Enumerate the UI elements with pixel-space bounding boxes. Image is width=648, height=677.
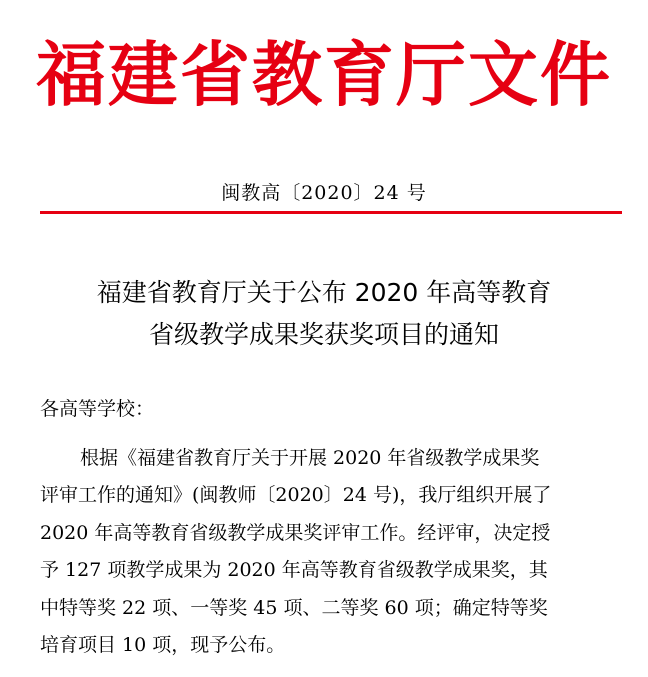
- body-line: 根据《福建省教育厅关于开展 2020 年省级教学成果奖: [80, 447, 540, 469]
- body-paragraph: [40, 440, 600, 664]
- body-line: 中特等奖 22 项、一等奖 45 项、二等奖 60 项；确定特等奖: [40, 596, 548, 619]
- document-header-title: 福建省教育厅文件: [36, 34, 612, 116]
- body-line: 评审工作的通知》(闽教师〔2020〕24 号)，我厅组织开展了: [40, 484, 552, 507]
- red-divider-line: [40, 211, 622, 214]
- notice-title-line-1: 福建省教育厅关于公布 2020 年高等教育: [96, 278, 552, 307]
- body-line: 培育项目 10 项，现予公布。: [40, 634, 286, 657]
- salutation: 各高等学校：: [40, 398, 155, 420]
- document-number: 闽教高〔2020〕24 号: [221, 182, 427, 204]
- notice-title: [0, 272, 648, 356]
- body-line: 2020 年高等教育省级教学成果奖评审工作。经评审，决定授: [40, 521, 551, 544]
- body-line: 予 127 项教学成果为 2020 年高等教育省级教学成果奖，其: [40, 559, 548, 582]
- notice-title-line-2: 省级教学成果奖获奖项目的通知: [148, 320, 499, 349]
